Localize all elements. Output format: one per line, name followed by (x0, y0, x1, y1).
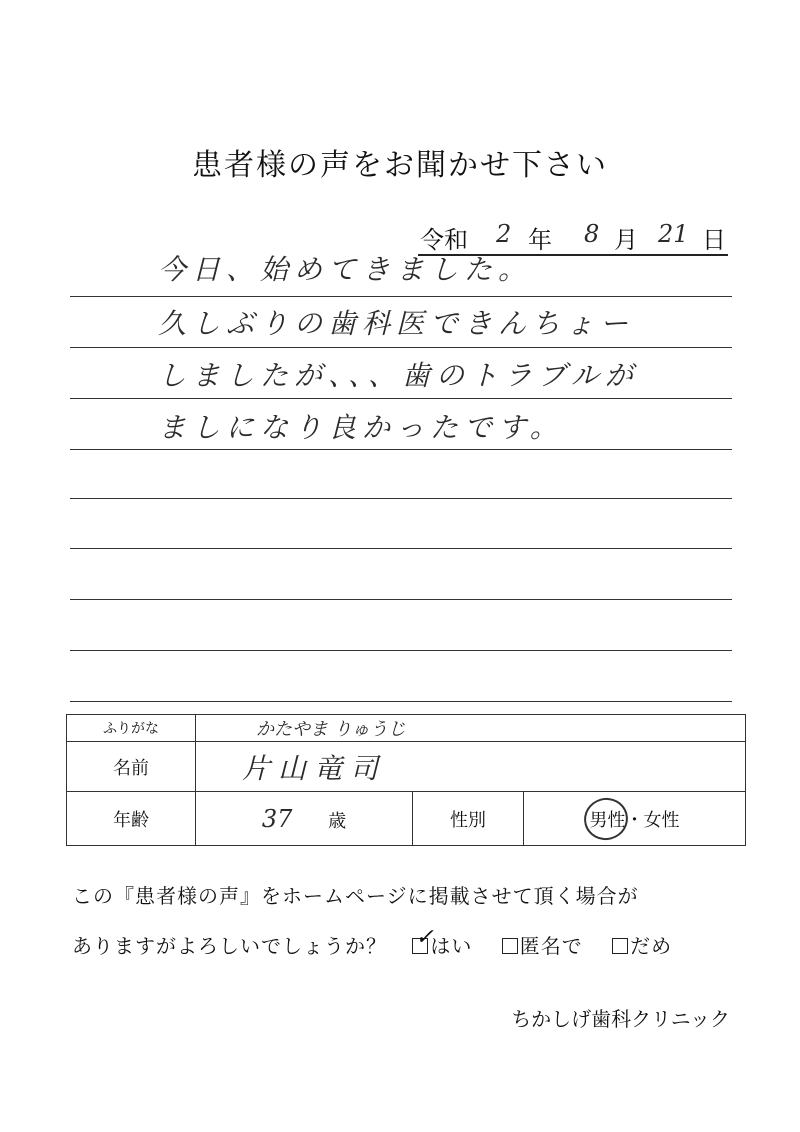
checkbox-checked-icon[interactable]: ✓ (412, 938, 428, 954)
comment-line: 久しぶりの歯科医できんちょー (158, 307, 635, 340)
clinic-name: ちかしげ歯科クリニック (511, 1007, 730, 1031)
comment-line: しましたが、、、歯のトラブルが (158, 359, 639, 392)
checkbox-icon[interactable] (612, 938, 628, 954)
date-era: 令和 (420, 226, 468, 254)
rule-line (70, 398, 732, 399)
consent-line-1: この『患者様の声』をホームページに掲載させて頂く場合が (72, 884, 639, 908)
gender-cell (524, 792, 746, 846)
date-day-unit: 日 (702, 226, 726, 254)
name-label: 名前 (67, 742, 196, 792)
age-label: 年齢 (67, 792, 196, 846)
age-cell (196, 792, 413, 846)
option-no[interactable] (612, 934, 672, 958)
age-unit: 歳 (328, 810, 347, 832)
consent-question: ありますがよろしいでしょうか？ (72, 934, 387, 958)
gender-female: 女性 (643, 809, 680, 831)
option-yes-label: はい (430, 934, 473, 958)
comment-line: ましになり良かったです。 (158, 411, 564, 444)
comment-line: 今日、始めてきました。 (158, 253, 533, 286)
rule-line (70, 347, 732, 348)
circle-mark-icon (579, 793, 632, 845)
option-no-label: だめ (630, 934, 673, 958)
gender-separator: ・ (625, 809, 644, 831)
option-yes[interactable] (412, 925, 479, 958)
patient-info-table (66, 714, 746, 846)
date-year: 2 (496, 220, 512, 248)
page-title: 患者様の声をお聞かせ下さい (192, 148, 608, 183)
date-day: 21 (658, 220, 689, 248)
age-value: 37 (261, 804, 293, 833)
rule-line (70, 650, 732, 651)
rule-line (70, 296, 732, 297)
name-value: 片山竜司 (196, 742, 746, 792)
rule-line (70, 548, 732, 549)
rule-line (70, 701, 732, 702)
gender-male (590, 806, 626, 832)
date-year-unit: 年 (528, 226, 552, 254)
checkbox-icon[interactable] (502, 938, 518, 954)
date-month: 8 (584, 220, 600, 248)
gender-male-label: 男性 (589, 809, 626, 831)
rule-line (70, 449, 732, 450)
furigana-label: ふりがな (67, 715, 196, 742)
rule-line (70, 599, 732, 600)
option-anonymous-label: 匿名で (519, 934, 583, 958)
rule-line (70, 498, 732, 499)
date-month-unit: 月 (614, 226, 638, 254)
option-anonymous[interactable] (502, 934, 590, 958)
consent-line-2 (72, 925, 673, 959)
gender-label: 性別 (413, 792, 524, 846)
furigana-value: かたやま りゅうじ (196, 715, 746, 742)
